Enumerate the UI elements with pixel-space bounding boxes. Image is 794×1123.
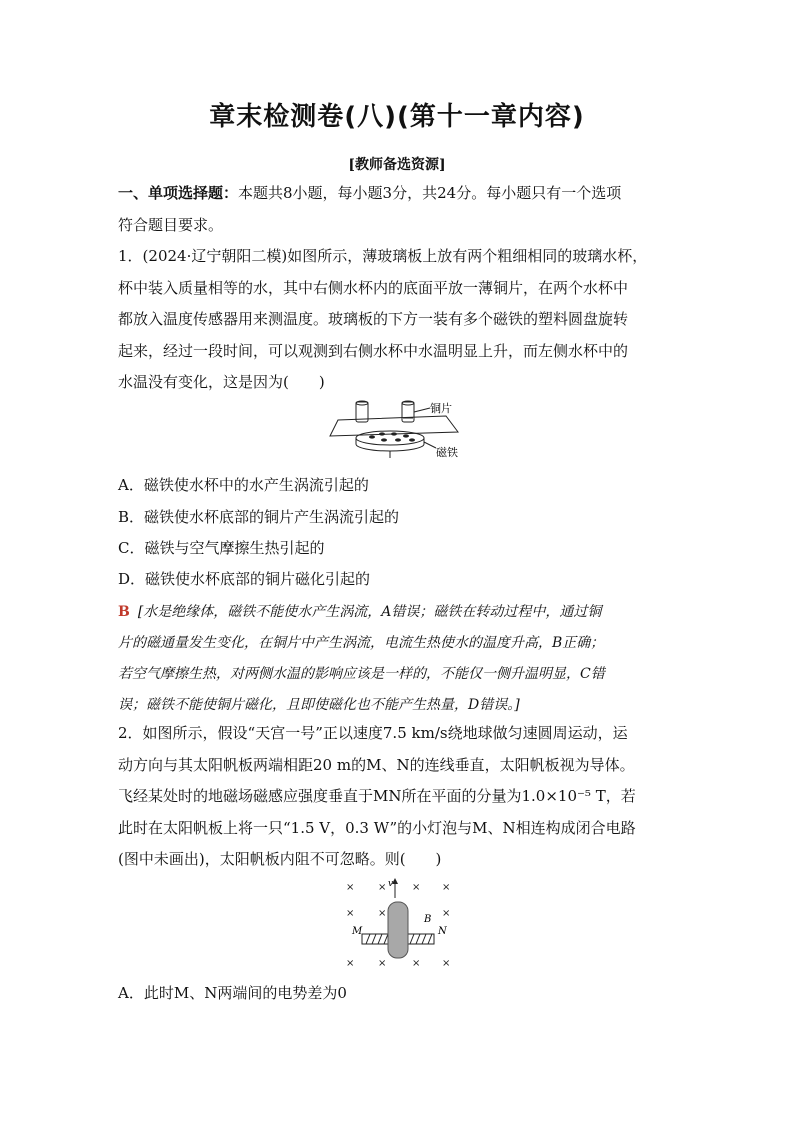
field-label-b: B [424,914,432,925]
question-1-line: 水温没有变化，这是因为( ) [118,373,325,391]
section-1-heading: 一、单项选择题： [118,184,239,202]
section-1-instructions [118,178,684,241]
answer-line: 若空气摩擦生热，对两侧水温的影响应该是一样的，不能仅一侧升温明显，C错 [118,666,605,682]
page-title: 章末检测卷(八)(第十一章内容) [209,102,585,132]
point-m-label: M [352,926,363,937]
magnet-label: 磁铁 [436,446,458,459]
answer-letter: B [118,604,130,620]
field-cross: × [378,958,387,969]
field-cross: × [346,882,355,893]
question-1-line: 1．(2024·辽宁朝阳二模)如图所示，薄玻璃板上放有两个粗细相同的玻璃水杯， [118,247,648,265]
answer-line: 片的磁通量发生变化，在铜片中产生涡流，电流生热使水的温度升高，B正确； [118,635,605,651]
question-2-line: 飞经某处时的地磁场磁感应强度垂直于MN所在平面的分量为1.0×10⁻⁵ T，若 [118,787,636,805]
field-cross: × [442,908,451,919]
plastic-disk [356,431,424,445]
field-cross: × [378,908,387,919]
option-b[interactable]: B．磁铁使水杯底部的铜片产生涡流引起的 [118,508,400,526]
option-c[interactable]: C．磁铁与空气摩擦生热引起的 [118,539,325,557]
copper-label: 铜片 [430,402,452,415]
section-1-text: 本题共8小题，每小题3分，共24分。每小题只有一个选项 [238,184,622,202]
answer-line: [水是绝缘体，磁铁不能使水产生涡流，A错误；磁铁在转动过程中，通过铜 [137,604,602,620]
question-1-stem [118,241,684,399]
question-2-line: 2．如图所示，假设“天宫一号”正以速度7.5 km/s绕地球做匀速圆周运动，运 [118,724,628,742]
question-2-line: 动方向与其太阳帆板两端相距20 m的M、N的连线垂直，太阳帆板视为导体。 [118,755,635,774]
question-2-stem [118,718,684,876]
field-cross: × [442,958,451,969]
field-cross: × [412,958,421,969]
field-cross: × [346,908,355,919]
question-1-answer [118,597,684,721]
question-2-line: (图中未画出)，太阳帆板内阻不可忽略。则( ) [118,850,442,868]
answer-line: 误；磁铁不能使铜片磁化，且即使磁化也不能产生热量，D错误。] [118,697,520,713]
question-1-line: 都放入温度传感器用来测温度。玻璃板的下方一装有多个磁铁的塑料圆盘旋转 [118,310,629,328]
velocity-label: v [388,879,394,889]
question-1-line: 杯中装入质量相等的水，其中右侧水杯内的底面平放一薄铜片，在两个水杯中 [118,278,629,297]
section-1-text-2: 符合题目要求。 [118,215,224,234]
field-cross: × [442,882,451,893]
space-station-body [388,902,408,958]
option-a[interactable]: A．磁铁使水杯中的水产生涡流引起的 [118,476,369,494]
field-cross: × [346,958,355,969]
field-cross: × [378,882,387,893]
page-subtitle: [教师备选资源] [348,157,446,173]
question-1-line: 起来，经过一段时间，可以观测到右侧水杯中水温明显上升，而左侧水杯中的 [118,341,629,360]
question-2-figure [340,876,460,972]
option-d[interactable]: D．磁铁使水杯底部的铜片磁化引起的 [118,570,371,588]
question-2-option-a[interactable]: A．此时M、N两端间的电势差为0 [118,984,347,1002]
question-1-figure [326,398,476,464]
field-cross: × [412,882,421,893]
point-n-label: N [438,926,447,937]
question-2-line: 此时在太阳帆板上将一只“1.5 V，0.3 W”的小灯泡与M、N相连构成闭合电路 [118,818,636,837]
